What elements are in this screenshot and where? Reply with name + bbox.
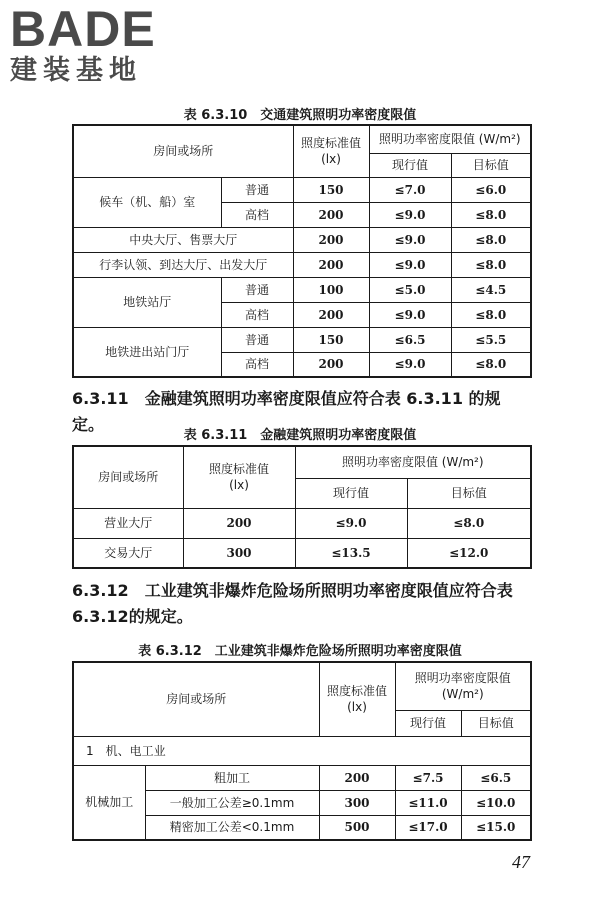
table-6-3-12	[72, 661, 532, 841]
header-lpd: 照明功率密度限值 (W/m²)	[395, 662, 531, 710]
current-cell: ≤9.0	[369, 227, 451, 252]
current-cell: ≤9.0	[369, 352, 451, 377]
sub-place-cell: 一般加工公差≥0.1mm	[145, 790, 319, 815]
logo-text-en: BADE	[10, 1, 156, 57]
place-cell: 地铁进出站门厅	[73, 327, 221, 377]
target-cell: ≤8.0	[407, 508, 531, 538]
table-row	[73, 538, 531, 568]
current-cell: ≤9.0	[295, 508, 407, 538]
table-row	[73, 327, 531, 352]
current-cell: ≤9.0	[369, 202, 451, 227]
place-cell: 候车（机、船）室	[73, 177, 221, 227]
current-cell: ≤17.0	[395, 815, 461, 840]
lux-cell: 200	[293, 202, 369, 227]
header-illuminance: 照度标准值 (lx)	[319, 662, 395, 736]
target-cell: ≤15.0	[461, 815, 531, 840]
place-cell: 交易大厅	[73, 538, 183, 568]
lux-cell: 200	[183, 508, 295, 538]
lux-cell: 500	[319, 815, 395, 840]
target-cell: ≤4.5	[451, 277, 531, 302]
target-cell: ≤5.5	[451, 327, 531, 352]
place-cell: 行李认领、到达大厅、出发大厅	[73, 252, 293, 277]
header-place: 房间或场所	[73, 125, 293, 177]
header-place: 房间或场所	[73, 446, 183, 508]
header-target: 目标值	[461, 710, 531, 736]
lux-cell: 100	[293, 277, 369, 302]
table-row	[73, 508, 531, 538]
lux-cell: 200	[319, 765, 395, 790]
table-6-3-10-caption: 表 6.3.10 交通建筑照明功率密度限值	[183, 108, 417, 123]
target-cell: ≤8.0	[451, 352, 531, 377]
page-number: 47	[512, 852, 530, 872]
header-illuminance: 照度标准值 (lx)	[293, 125, 369, 177]
grade-cell: 普通	[221, 277, 293, 302]
lux-cell: 150	[293, 177, 369, 202]
header-place: 房间或场所	[73, 662, 319, 736]
lux-cell: 200	[293, 252, 369, 277]
logo	[10, 2, 180, 86]
place-cell: 营业大厅	[73, 508, 183, 538]
clause-6-3-11: 6.3.11 金融建筑照明功率密度限值应符合表 6.3.11 的规定。	[72, 389, 501, 434]
target-cell: ≤6.5	[461, 765, 531, 790]
grade-cell: 高档	[221, 202, 293, 227]
place-cell: 地铁站厅	[73, 277, 221, 327]
header-target: 目标值	[451, 153, 531, 177]
group-cell: 机械加工	[73, 765, 145, 840]
logo-text-cn: 建装基地	[10, 55, 142, 86]
lux-cell: 300	[183, 538, 295, 568]
table-row	[73, 277, 531, 302]
current-cell: ≤7.5	[395, 765, 461, 790]
table-6-3-12-caption: 表 6.3.12 工业建筑非爆炸危险场所照明功率密度限值	[138, 644, 462, 659]
grade-cell: 高档	[221, 352, 293, 377]
lux-cell: 300	[319, 790, 395, 815]
table-6-3-10	[72, 124, 532, 378]
table-row	[73, 252, 531, 277]
section-heading: 1 机、电工业	[73, 736, 531, 765]
lux-cell: 200	[293, 227, 369, 252]
target-cell: ≤6.0	[451, 177, 531, 202]
place-cell: 中央大厅、售票大厅	[73, 227, 293, 252]
target-cell: ≤8.0	[451, 202, 531, 227]
current-cell: ≤13.5	[295, 538, 407, 568]
table-6-3-11	[72, 445, 532, 569]
sub-place-cell: 精密加工公差<0.1mm	[145, 815, 319, 840]
header-current: 现行值	[395, 710, 461, 736]
table-row	[73, 177, 531, 202]
table-6-3-11-caption: 表 6.3.11 金融建筑照明功率密度限值	[183, 428, 417, 443]
header-current: 现行值	[295, 478, 407, 508]
current-cell: ≤6.5	[369, 327, 451, 352]
current-cell: ≤7.0	[369, 177, 451, 202]
grade-cell: 普通	[221, 327, 293, 352]
lux-cell: 200	[293, 352, 369, 377]
current-cell: ≤11.0	[395, 790, 461, 815]
grade-cell: 高档	[221, 302, 293, 327]
header-illuminance: 照度标准值 (lx)	[183, 446, 295, 508]
target-cell: ≤8.0	[451, 252, 531, 277]
lux-cell: 150	[293, 327, 369, 352]
current-cell: ≤9.0	[369, 302, 451, 327]
header-lpd: 照明功率密度限值 (W/m²)	[369, 125, 531, 153]
header-current: 现行值	[369, 153, 451, 177]
current-cell: ≤5.0	[369, 277, 451, 302]
lux-cell: 200	[293, 302, 369, 327]
header-lpd: 照明功率密度限值 (W/m²)	[295, 446, 531, 478]
target-cell: ≤8.0	[451, 227, 531, 252]
table-row	[73, 227, 531, 252]
clause-6-3-12: 6.3.12 工业建筑非爆炸危险场所照明功率密度限值应符合表 6.3.12的规定。	[72, 581, 513, 626]
target-cell: ≤12.0	[407, 538, 531, 568]
current-cell: ≤9.0	[369, 252, 451, 277]
sub-place-cell: 粗加工	[145, 765, 319, 790]
target-cell: ≤10.0	[461, 790, 531, 815]
header-target: 目标值	[407, 478, 531, 508]
target-cell: ≤8.0	[451, 302, 531, 327]
table-row	[73, 765, 531, 790]
grade-cell: 普通	[221, 177, 293, 202]
